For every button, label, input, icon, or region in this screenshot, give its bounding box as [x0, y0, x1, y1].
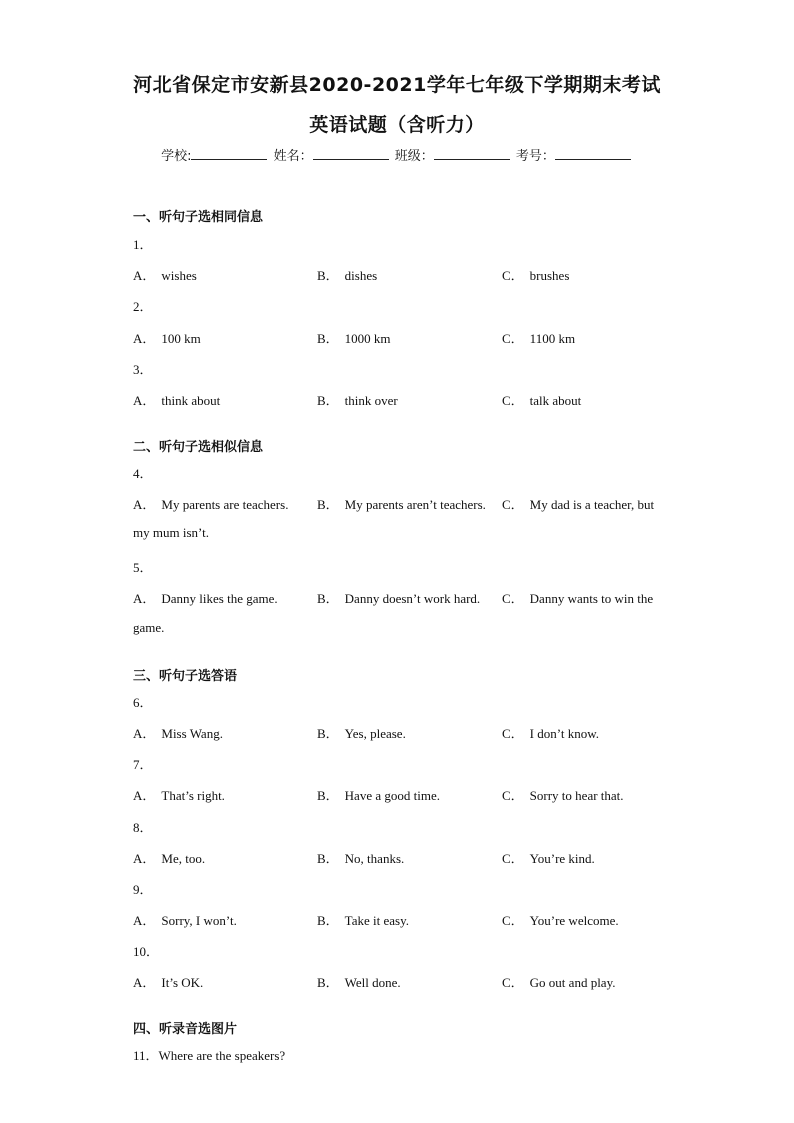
name-label: 姓名： [273, 149, 313, 164]
school-label: 学校: [161, 149, 192, 164]
section-title-3: 三、听句子选答语 [133, 669, 238, 684]
option-10b: B． Well done. [317, 975, 401, 990]
option-8c: C． You’re kind. [502, 851, 595, 866]
option-2c: C． 1100 km [502, 331, 576, 346]
option-4b: B． My parents aren’t teachers. [317, 497, 486, 512]
option-5b: B． Danny doesn’t work hard. [317, 591, 481, 606]
option-1c: C． brushes [502, 268, 570, 283]
option-3a: A． think about [133, 393, 221, 408]
question-11-text: 11．Where are the speakers? [133, 1048, 286, 1063]
section-title-1: 一、听句子选相同信息 [133, 210, 264, 225]
section-title-4: 四、听录音选图片 [133, 1022, 238, 1037]
option-8b: B． No, thanks. [317, 851, 405, 866]
student-info-row [0, 145, 794, 164]
option-1a: A． wishes [133, 268, 197, 283]
option-3c: C． talk about [502, 393, 582, 408]
option-6a: A． Miss Wang. [133, 726, 223, 741]
question-number-5: 5． [133, 560, 153, 575]
question-number-6: 6． [133, 695, 153, 710]
option-9a: A． Sorry, I won’t. [133, 913, 237, 928]
section-title-2: 二、听句子选相似信息 [133, 440, 264, 455]
option-10a: A． It’s OK. [133, 975, 204, 990]
option-4c-continuation: my mum isn’t. [133, 525, 209, 540]
option-9c: C． You’re welcome. [502, 913, 619, 928]
option-6c: C． I don’t know. [502, 726, 600, 741]
option-5c-continuation: game. [133, 620, 165, 635]
question-number-2: 2． [133, 299, 153, 314]
question-number-7: 7． [133, 757, 153, 772]
option-7c: C． Sorry to hear that. [502, 788, 624, 803]
option-6b: B． Yes, please. [317, 726, 406, 741]
option-3b: B． think over [317, 393, 398, 408]
option-7a: A． That’s right. [133, 788, 225, 803]
option-4a: A． My parents are teachers. [133, 497, 289, 512]
question-number-3: 3． [133, 362, 153, 377]
option-5a: A． Danny likes the game. [133, 591, 278, 606]
option-9b: B． Take it easy. [317, 913, 409, 928]
option-2b: B． 1000 km [317, 331, 391, 346]
option-5c: C． Danny wants to win the [502, 591, 654, 606]
school-blank [191, 147, 267, 160]
document-title-line1: 河北省保定市安新县2020-2021学年七年级下学期期末考试 [133, 74, 661, 96]
question-number-4: 4． [133, 466, 153, 481]
exam-no-label: 考号： [515, 149, 555, 164]
class-blank [434, 147, 510, 160]
option-1b: B． dishes [317, 268, 378, 283]
question-number-9: 9． [133, 882, 153, 897]
question-number-8: 8． [133, 820, 153, 835]
option-2a: A． 100 km [133, 331, 201, 346]
option-10c: C． Go out and play. [502, 975, 616, 990]
name-blank [313, 147, 389, 160]
option-8a: A． Me, too. [133, 851, 206, 866]
option-4c: C． My dad is a teacher, but [502, 497, 655, 512]
question-number-10: 10． [133, 944, 160, 959]
option-7b: B． Have a good time. [317, 788, 440, 803]
document-title-line2: 英语试题（含听力） [309, 114, 485, 136]
class-label: 班级： [394, 149, 434, 164]
question-number-1: 1． [133, 237, 153, 252]
exam-no-blank [555, 147, 631, 160]
